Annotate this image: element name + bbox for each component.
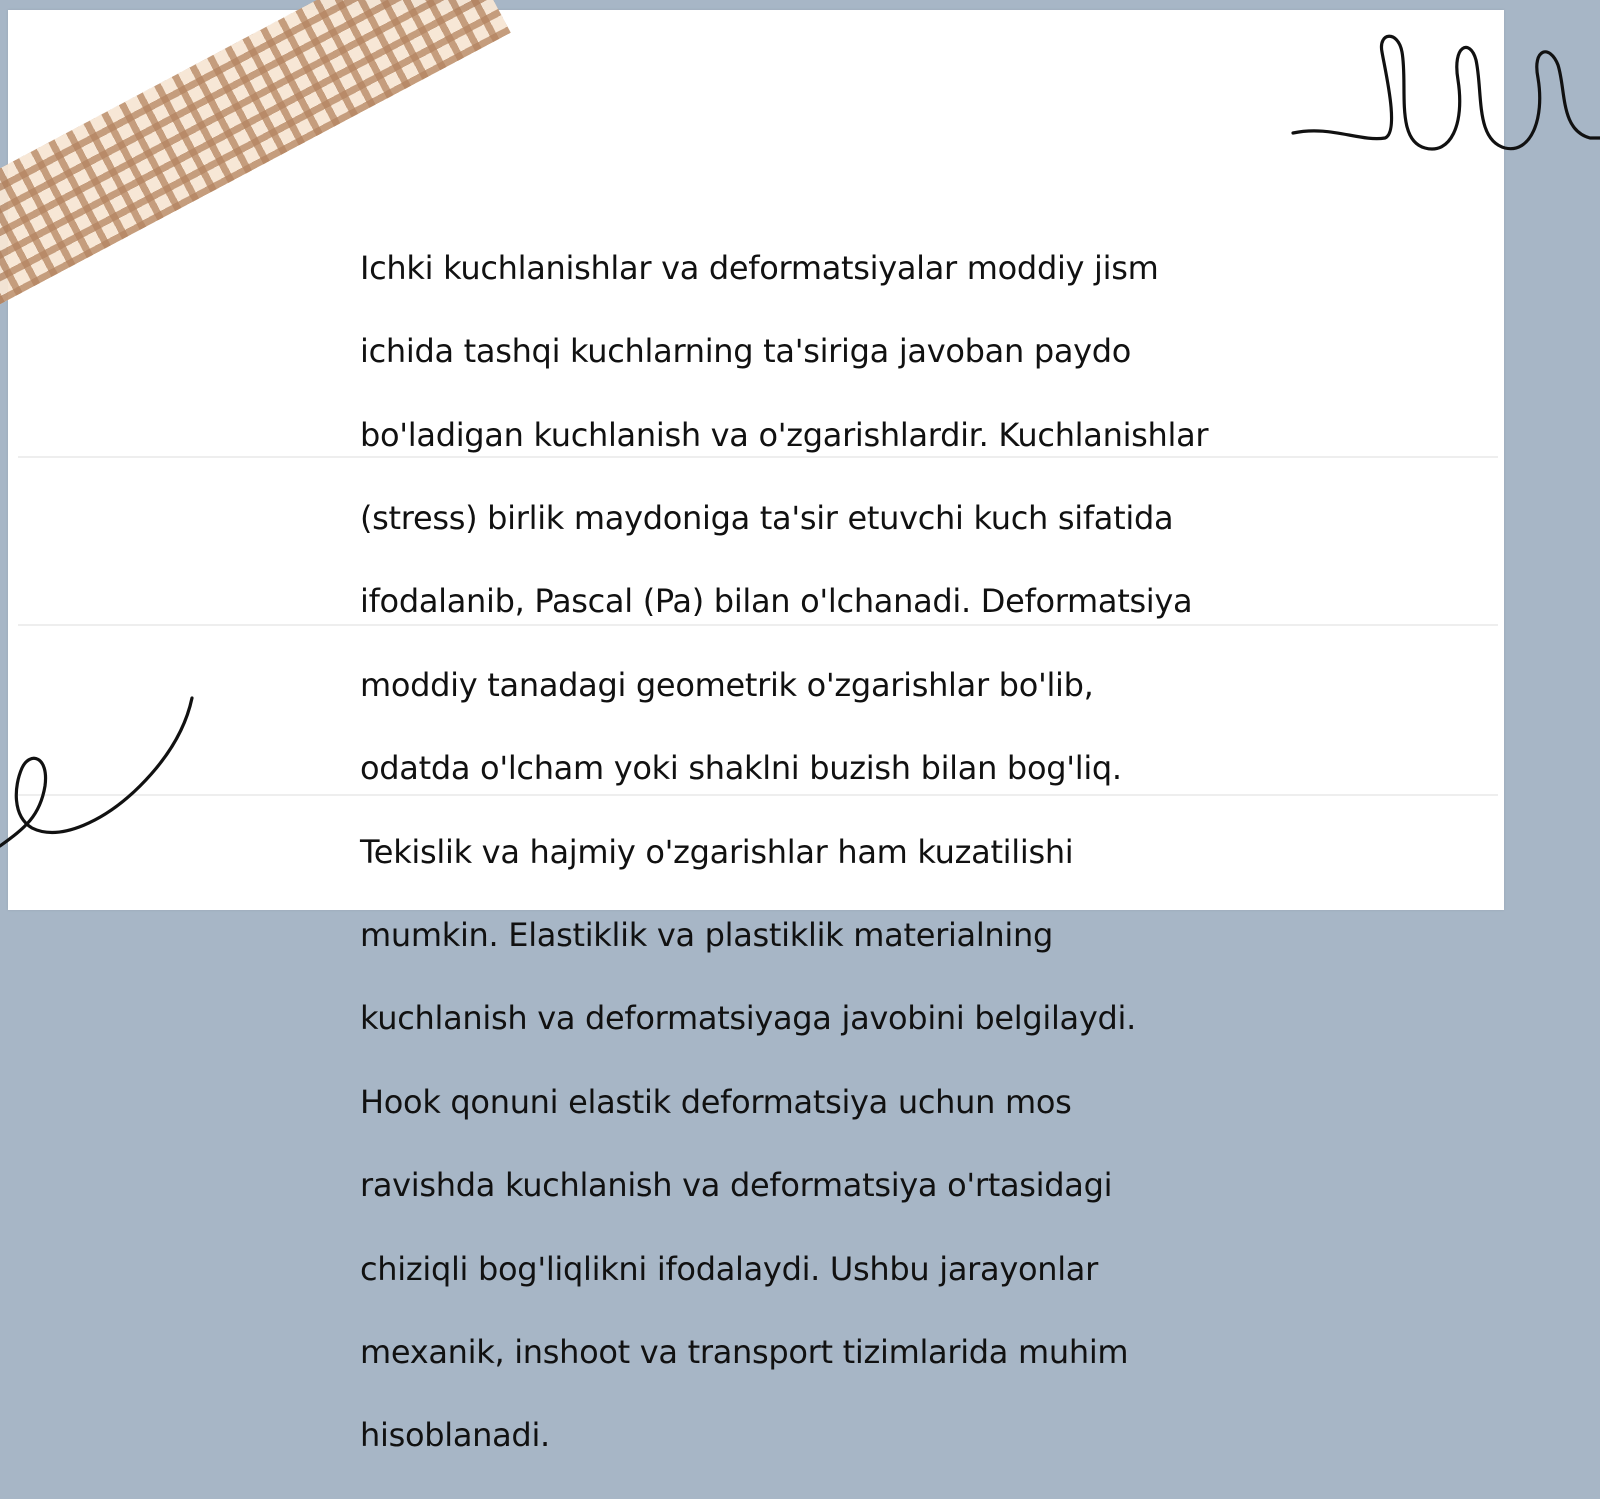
paragraph-line: mexanik, inshoot va transport tizimlarida muhim <box>360 1332 1129 1371</box>
paragraph-line: moddiy tanadagi geometrik o'zgarishlar bo'lib, <box>360 665 1094 704</box>
paragraph-line: kuchlanish va deformatsiyaga javobini belgilaydi. <box>360 999 1136 1038</box>
paragraph-line: chiziqli bog'liqlikni ifodalaydi. Ushbu jarayonlar <box>360 1249 1098 1288</box>
paragraph-line: Hook qonuni elastik deformatsiya uchun mos <box>360 1082 1072 1121</box>
paragraph-line: odatda o'lcham yoki shaklni buzish bilan bog'liq. <box>360 749 1122 788</box>
paragraph-line: ifodalanib, Pascal (Pa) bilan o'lchanadi. Deformatsiya <box>360 582 1193 621</box>
paragraph-line: bo'ladigan kuchlanish va o'zgarishlardir. Kuchlanishlar <box>360 415 1209 454</box>
paragraph-line: ravishda kuchlanish va deformatsiya o'rtasidagi <box>360 1166 1113 1205</box>
paragraph-line: Ichki kuchlanishlar va deformatsiyalar moddiy jism <box>360 248 1159 287</box>
paragraph-line: hisoblanadi. <box>360 1416 550 1455</box>
body-paragraph <box>360 206 1260 1499</box>
loop-doodle-top-right-icon <box>1290 30 1600 170</box>
paragraph-line: (stress) birlik maydoniga ta'sir etuvchi kuch sifatida <box>360 498 1174 537</box>
paragraph-line: Tekislik va hajmiy o'zgarishlar ham kuzatilishi <box>360 832 1074 871</box>
paragraph-line: ichida tashqi kuchlarning ta'siriga javoban paydo <box>360 332 1132 371</box>
loop-doodle-bottom-left-icon <box>0 696 200 846</box>
paragraph-line: mumkin. Elastiklik va plastiklik materialning <box>360 915 1054 954</box>
